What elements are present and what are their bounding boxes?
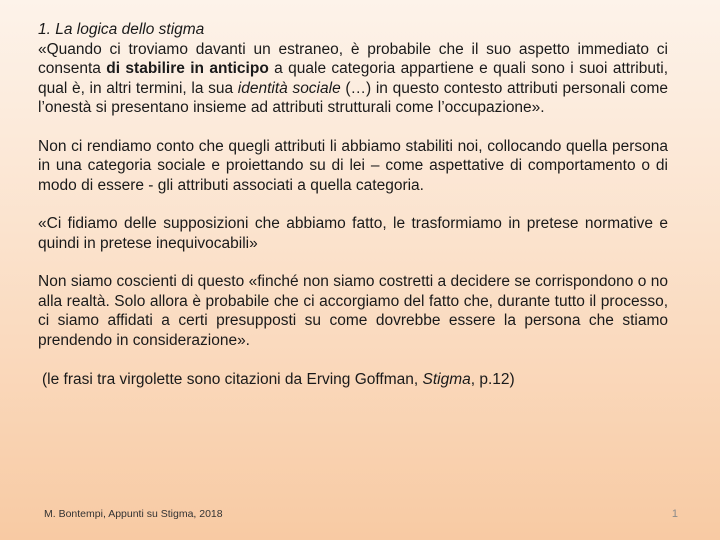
- paragraph-2: Non ci rendiamo conto che quegli attributi li abbiamo stabiliti noi, collocando quella persona in una categoria sociale e proiettando su di lei – come aspettative di comportamento o di modo di essere - gli attributi associati a quella categoria.: [38, 137, 668, 194]
- paragraph-quote-1: [38, 40, 668, 118]
- citation-text-c: , p.12): [470, 371, 515, 388]
- slide-title: 1. La logica dello stigma: [38, 21, 205, 38]
- quote-1-text-e: (…) in questo contesto attributi personali come l’onestà si presentano insieme ad attributi strutturali come l’occupazione».: [38, 79, 669, 116]
- citation-note: [38, 370, 668, 390]
- paragraph-4: Non siamo coscienti di questo «finché non siamo costretti a decidere se corrispondono o no alla realtà. Solo allora è probabile che ci accorgiamo del fatto che, durante tutto il processo, ci siamo affidati a certi presupposti su come dovrebbe essere la persona che stiamo prendendo in considerazione».: [38, 273, 668, 349]
- quote-1-text-c: a quale categoria appartiene e quali sono i suoi attributi, qual è, in altri termini, la sua: [38, 60, 668, 97]
- citation-book-title: Stigma: [422, 371, 471, 388]
- quote-1-bold-text: di stabilire in anticipo: [106, 60, 269, 77]
- page-number: 1: [671, 508, 678, 520]
- quote-1-text-a: «Quando ci troviamo davanti un estraneo, è probabile che il suo aspetto immediato ci consenta: [38, 40, 668, 77]
- paragraph-quote-2: «Ci fidiamo delle supposizioni che abbiamo fatto, le trasformiamo in pretese normative e quindi in pretese inequivocabili»: [38, 215, 668, 252]
- quote-1-italic-text: identità sociale: [237, 79, 341, 97]
- footer-source: M. Bontempi, Appunti su Stigma, 2018: [44, 508, 223, 520]
- slide-content: [38, 20, 668, 390]
- citation-text-a: (le frasi tra virgolette sono citazioni da Erving Goffman,: [42, 371, 423, 388]
